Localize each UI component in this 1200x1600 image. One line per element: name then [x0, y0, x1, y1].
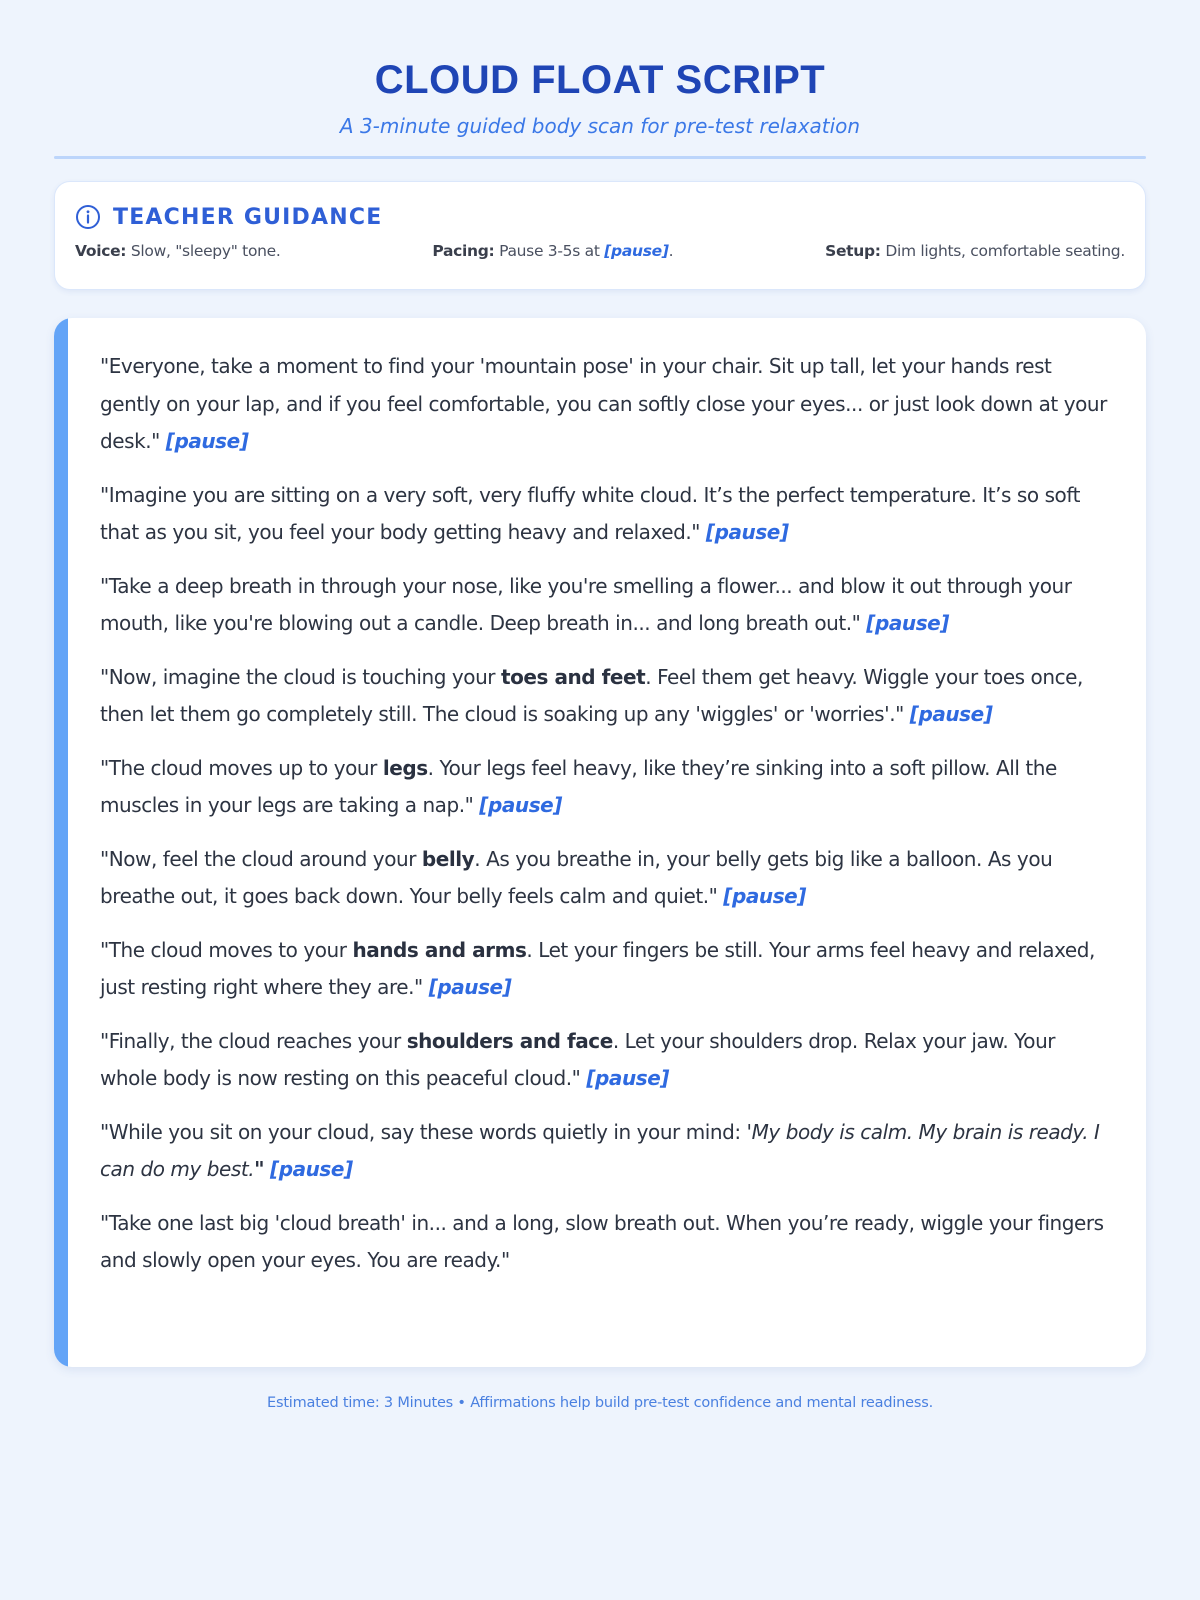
body-part-emphasis: shoulders and face	[406, 1028, 613, 1053]
script-paragraph-9	[100, 1114, 1116, 1189]
body-part-emphasis: belly	[421, 846, 475, 871]
pacing-label: Pacing:	[432, 242, 495, 260]
script-accent-bar	[54, 318, 68, 1367]
page-subtitle: A 3-minute guided body scan for pre-test relaxation	[339, 114, 861, 138]
page-title: CLOUD FLOAT SCRIPT	[374, 58, 826, 102]
guidance-setup	[825, 242, 1125, 260]
setup-text: Dim lights, comfortable seating.	[885, 242, 1125, 260]
guidance-pacing	[432, 242, 673, 260]
teacher-guidance-card	[54, 181, 1146, 290]
script-paragraph-7	[100, 932, 1116, 1007]
pacing-text: Pause 3-5s at	[499, 242, 600, 260]
pause-marker: [pause]	[723, 884, 806, 908]
paragraph-text: . As you breathe in, your belly gets big like a balloon. As you breathe out, it goes back down. Your belly feels calm and quiet."	[100, 846, 1053, 908]
paragraph-text: "The cloud moves up to your	[100, 755, 383, 780]
paragraph-text: "Take one last big 'cloud breath' in... and a long, slow breath out. When you’re ready, wiggle your fingers and slowly open your eyes. You are ready."	[100, 1210, 1104, 1272]
guidance-voice	[75, 242, 281, 260]
script-card	[54, 318, 1146, 1367]
paragraph-text: "Take a deep breath in through your nose, like you're smelling a flower... and blow it out through your mouth, like you're blowing out a candle. Deep breath in... and long breath out."	[100, 573, 1072, 635]
setup-label: Setup:	[825, 242, 881, 260]
paragraph-text: . Feel them get heavy. Wiggle your toes once, then let them go completely still. The cloud is soaking up any 'wiggles' or 'worries'."	[100, 664, 1083, 726]
affirmation-text: 'My body is calm. My brain is ready. I can do my best.	[100, 1119, 1100, 1181]
header-divider	[54, 156, 1146, 159]
voice-text: Slow, "sleepy" tone.	[130, 242, 281, 260]
paragraph-text: "Imagine you are sitting on a very soft, very fluffy white cloud. It’s the perfect temperature. It’s so soft that as you sit, you feel your body getting heavy and relaxed."	[100, 482, 1080, 544]
pause-marker: [pause]	[586, 1066, 669, 1090]
script-paragraph-2	[100, 477, 1116, 552]
pause-marker: [pause]	[866, 611, 949, 635]
paragraph-text: "Finally, the cloud reaches your	[100, 1028, 407, 1053]
guidance-header	[75, 202, 1125, 232]
script-paragraph-5	[100, 750, 1116, 825]
paragraph-text: . Your legs feel heavy, like they’re sinking into a soft pillow. All the muscles in your legs are taking a nap."	[100, 755, 1057, 817]
paragraph-text: "Everyone, take a moment to find your 'mountain pose' in your chair. Sit up tall, let your hands rest gently on your lap, and if you feel comfortable, you can softly close your eyes... or just look down at your desk."	[100, 354, 1107, 453]
paragraph-text: "The cloud moves to your	[100, 937, 353, 962]
body-part-emphasis: toes and feet	[500, 664, 646, 689]
pause-marker: [pause]	[705, 520, 789, 544]
pause-marker: [pause]	[909, 702, 993, 726]
script-paragraph-1	[100, 348, 1116, 461]
affirmation-close-quote: "	[254, 1157, 265, 1181]
voice-label: Voice:	[75, 242, 127, 260]
paragraph-text: . Let your shoulders drop. Relax your jaw. Your whole body is now resting on this peaceful cloud."	[100, 1028, 1056, 1090]
pacing-end: .	[668, 242, 674, 260]
body-part-emphasis: hands and arms	[352, 937, 527, 962]
body-part-emphasis: legs	[382, 755, 428, 780]
header	[54, 0, 1146, 159]
paragraph-text: "Now, imagine the cloud is touching your	[100, 664, 501, 689]
pause-marker: [pause]	[428, 975, 512, 999]
script-paragraph-4	[100, 659, 1116, 734]
paragraph-text: . Let your fingers be still. Your arms feel heavy and relaxed, just resting right where they are."	[100, 937, 1095, 999]
pause-marker: [pause]	[165, 429, 249, 453]
footer-note: Estimated time: 3 Minutes • Affirmations help build pre-test confidence and mental readiness.	[267, 1395, 933, 1411]
script-paragraph-10	[100, 1205, 1116, 1280]
pause-marker: [pause]	[270, 1157, 353, 1181]
guidance-details	[75, 242, 1125, 260]
guidance-title: TEACHER GUIDANCE	[113, 204, 383, 230]
pacing-pause-marker: [pause]	[604, 242, 669, 260]
script-paragraph-8	[100, 1023, 1116, 1098]
paragraph-text: "While you sit on your cloud, say these words quietly in your mind:	[100, 1119, 747, 1144]
info-icon	[75, 204, 101, 230]
script-paragraph-6	[100, 841, 1116, 916]
paragraph-text: "Now, feel the cloud around your	[100, 846, 422, 871]
script-paragraph-3	[100, 568, 1116, 643]
pause-marker: [pause]	[479, 793, 562, 817]
